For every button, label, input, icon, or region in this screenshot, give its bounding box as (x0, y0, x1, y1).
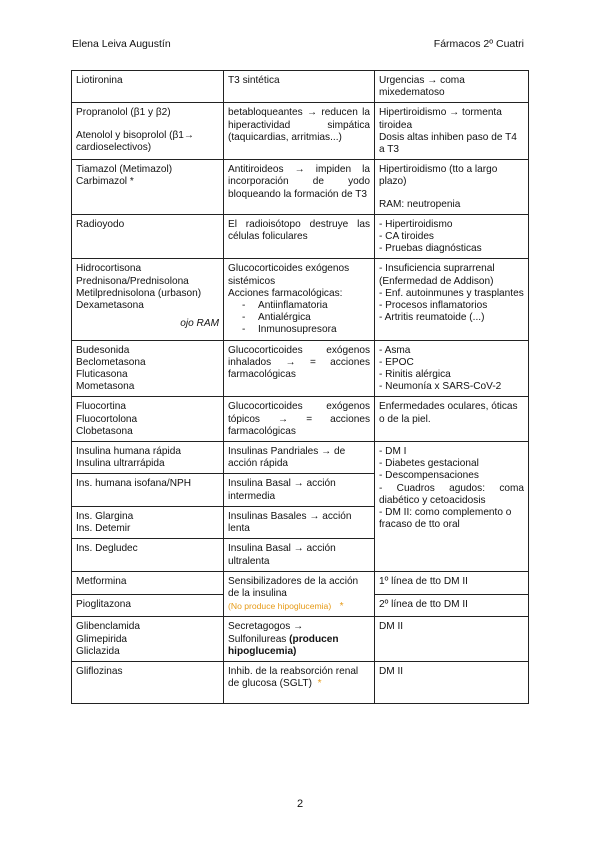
drug-cell: Glibenclamida Glimepirida Gliclazida (72, 617, 224, 662)
desc-cell: Inhib. de la reabsorción renal de glucosa (SGLT) * (224, 661, 375, 703)
use-cell: Urgencias → coma mixedematoso (375, 71, 529, 103)
table-row (72, 397, 529, 442)
drug-cell: Ins. Glargina Ins. Detemir (72, 506, 224, 538)
header-author: Elena Leiva Augustín (72, 38, 171, 50)
drug-cell: Propranolol (β1 y β2) Atenolol y bisoprolol (β1→ cardioselectivos) (72, 103, 224, 160)
list-item: - Inmunosupresora (242, 324, 337, 336)
use-cell: - Insuficiencia suprarrenal (Enfermedad de Addison) - Enf. autoinmunes y trasplantes - Procesos inflamatorios - Artritis reumatoide (...) (375, 259, 529, 340)
use-cell: Enfermedades oculares, óticas o de la piel. (375, 397, 529, 442)
desc-cell: betabloqueantes → reducen la hiperactividad simpática (taquicardias, arritmias...) (224, 103, 375, 160)
desc-cell: Insulina Basal → acción ultralenta (224, 539, 375, 571)
header-subject: Fármacos 2º Cuatri (433, 38, 524, 50)
table-row (72, 160, 529, 215)
desc-cell: Insulinas Pandriales → de acción rápida (224, 442, 375, 474)
desc-cell: T3 sintética (224, 71, 375, 103)
use-cell: DM II (375, 661, 529, 703)
desc-cell: Glucocorticoides exógenos inhalados → = acciones farmacológicas (224, 340, 375, 397)
drug-cell: Tiamazol (Metimazol) Carbimazol * (72, 160, 224, 215)
list-item: - Antialérgica (242, 312, 311, 324)
table-row (72, 259, 529, 340)
drug-cell: Ins. Degludec (72, 539, 224, 571)
use-cell: - Hipertiroidismo - CA tiroides - Pruebas diagnósticas (375, 214, 529, 259)
drug-cell: Metformina (72, 571, 224, 594)
desc-cell: Insulina Basal → acción intermedia (224, 474, 375, 506)
table-row (72, 214, 529, 259)
table-row (72, 661, 529, 703)
use-cell: DM II (375, 617, 529, 662)
asterisk-mark: * (317, 678, 322, 690)
list-item: - Antiinflamatoria (242, 300, 328, 312)
drug-cell: Insulina humana rápida Insulina ultrarrápida (72, 442, 224, 474)
drug-table (71, 70, 529, 704)
drug-cell: Ins. humana isofana/NPH (72, 474, 224, 506)
drug-cell: Radioyodo (72, 214, 224, 259)
asterisk-mark: * (339, 601, 344, 613)
table-row (72, 442, 529, 474)
use-cell: 2º línea de tto DM II (375, 594, 529, 617)
drug-cell: Pioglitazona (72, 594, 224, 617)
desc-cell: Glucocorticoides exógenos tópicos → = acciones farmacológicas (224, 397, 375, 442)
table-row (72, 571, 529, 594)
use-cell: Hipertiroidismo → tormenta tiroidea Dosis altas inhiben paso de T4 a T3 (375, 103, 529, 160)
desc-cell: Glucocorticoides exógenos sistémicos Acciones farmacológicas: - Antiinflamatoria - Antialérgica - Inmunosupresora (224, 259, 375, 340)
desc-cell: El radioisótopo destruye las células foliculares (224, 214, 375, 259)
page-number: 2 (296, 798, 304, 810)
drug-cell: Liotironina (72, 71, 224, 103)
desc-cell: Secretagogos → Sulfonilureas (producen hipoglucemia) (224, 617, 375, 662)
desc-cell: Sensibilizadores de la acción de la insulina (No produce hipoglucemia) * (224, 571, 375, 617)
table-row (72, 617, 529, 662)
use-cell: Hipertiroidismo (tto a largo plazo) RAM: neutropenia (375, 160, 529, 215)
drug-cell: Gliflozinas (72, 661, 224, 703)
desc-cell: Insulinas Basales → acción lenta (224, 506, 375, 538)
drug-cell: Budesonida Beclometasona Fluticasona Mometasona (72, 340, 224, 397)
table-row (72, 103, 529, 160)
ram-note: ojo RAM (180, 318, 219, 330)
drug-cell: Hidrocortisona Prednisona/Prednisolona Metilprednisolona (urbason) Dexametasona ojo RAM (72, 259, 224, 340)
drug-cell: Fluocortina Fluocortolona Clobetasona (72, 397, 224, 442)
table-row (72, 340, 529, 397)
table-row (72, 71, 529, 103)
desc-cell: Antitiroideos → impiden la incorporación de yodo bloqueando la formación de T3 (224, 160, 375, 215)
use-cell: - DM I - Diabetes gestacional - Descompensaciones - Cuadros agudos: coma diabético y cetoacidosis - DM II: como complemento o fracaso de tto oral (375, 442, 529, 572)
use-cell: 1º línea de tto DM II (375, 571, 529, 594)
no-hypoglycemia-note: (No produce hipoglucemia) (228, 601, 332, 612)
use-cell: - Asma - EPOC - Rinitis alérgica - Neumonía x SARS-CoV-2 (375, 340, 529, 397)
